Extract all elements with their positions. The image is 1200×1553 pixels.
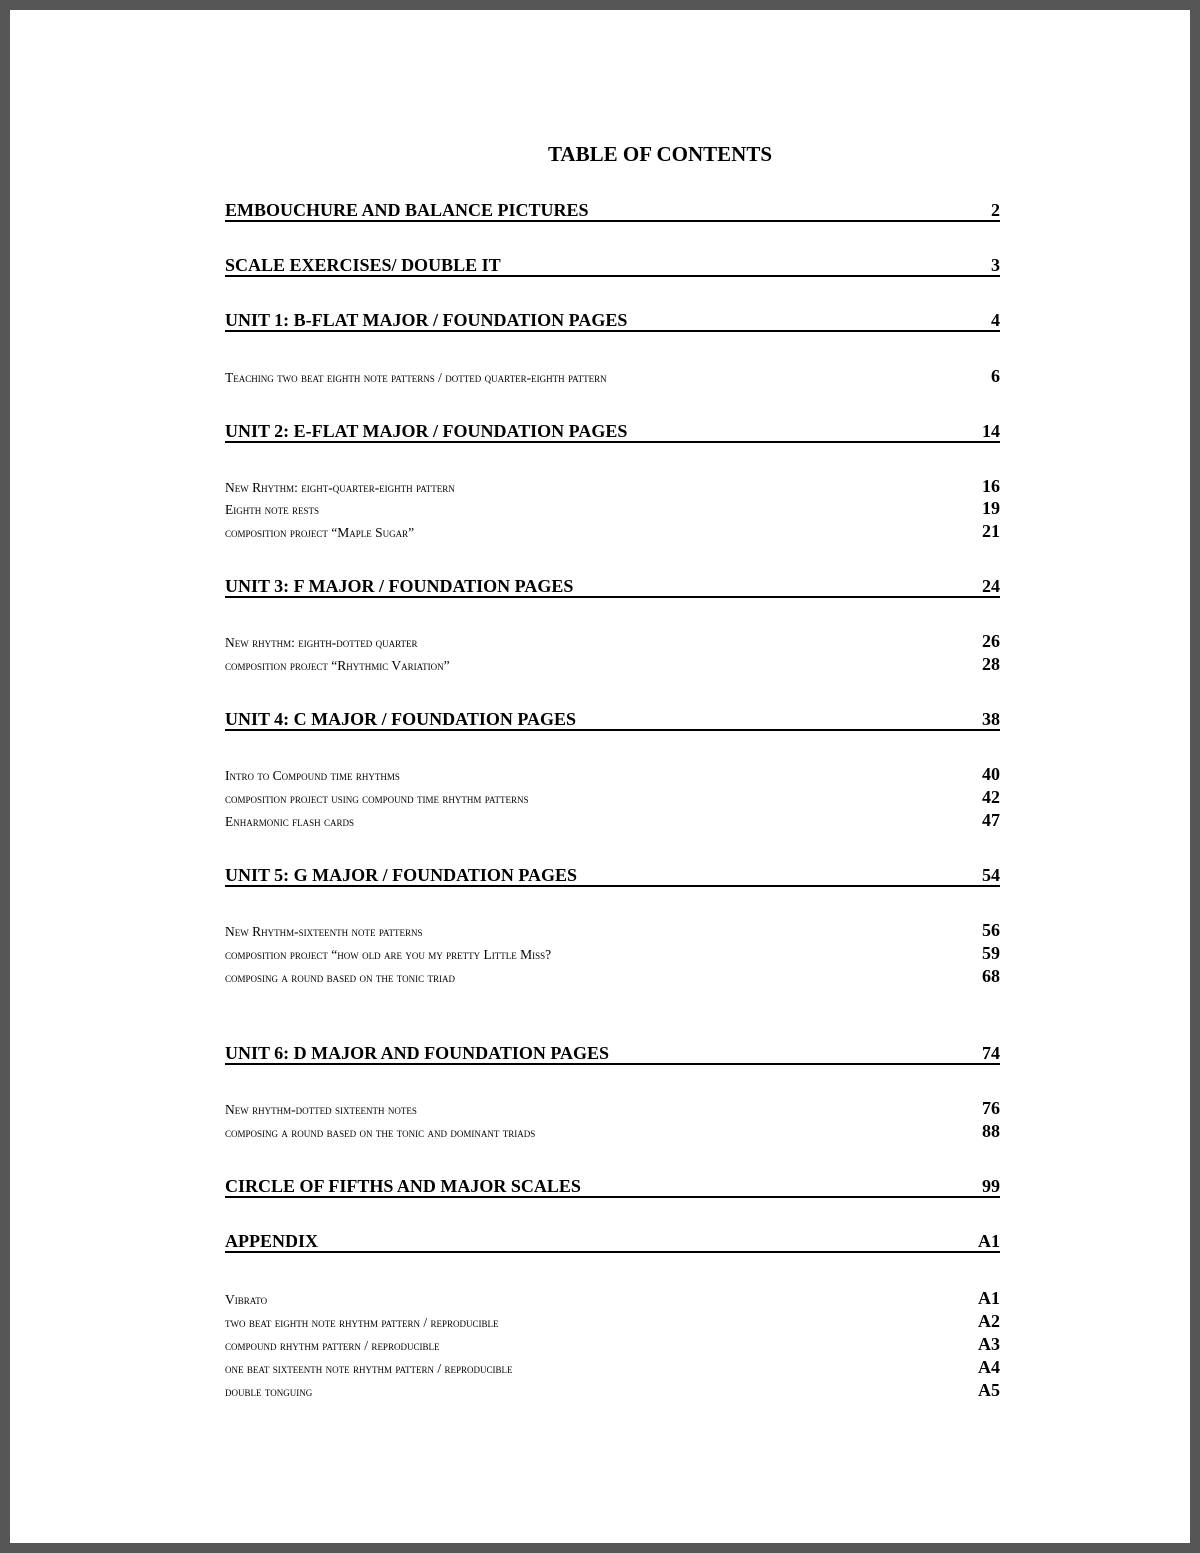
page-title: TABLE OF CONTENTS xyxy=(547,142,773,166)
toc-entry-label: CIRCLE OF FIFTHS AND MAJOR SCALES xyxy=(225,1176,581,1196)
toc-section-entry xyxy=(225,310,1000,332)
toc-entry-label: composition project using compound time rhythm patterns xyxy=(225,791,529,806)
toc-entry-label: APPENDIX xyxy=(225,1231,318,1251)
toc-page-number: 21 xyxy=(982,521,1000,541)
toc-entry-label: composition project “how old are you my pretty Little Miss? xyxy=(225,947,552,962)
toc-page-number: 74 xyxy=(982,1043,1000,1063)
toc-entry-label: New Rhythm: eight-quarter-eighth pattern xyxy=(225,480,455,495)
toc-entry-label: two beat eighth note rhythm pattern / reproducible xyxy=(225,1315,499,1330)
toc-subentry xyxy=(225,810,1000,830)
toc-page-number: 38 xyxy=(982,709,1000,729)
toc-section-entry xyxy=(225,255,1000,277)
toc-entry-label: Enharmonic flash cards xyxy=(225,814,355,829)
toc-page-number: 16 xyxy=(982,476,1000,496)
toc-page-number: 47 xyxy=(982,810,1000,830)
toc-section-entry xyxy=(225,865,1000,887)
toc-subentry xyxy=(225,1098,1000,1118)
toc-section-entry xyxy=(225,421,1000,443)
toc-entry-label: Eighth note rests xyxy=(225,502,319,517)
toc-page-number: 2 xyxy=(991,200,1000,220)
toc-entry-label: composing a round based on the tonic and dominant triads xyxy=(225,1125,536,1140)
toc-page-number: A2 xyxy=(978,1311,1000,1331)
toc-page-number: 14 xyxy=(982,421,1000,441)
toc-page-number: 19 xyxy=(982,498,1000,518)
toc-entry-label: one beat sixteenth note rhythm pattern / reproducible xyxy=(225,1361,513,1376)
toc-page-number: 4 xyxy=(991,310,1000,330)
toc-entry-label: UNIT 3: F MAJOR / FOUNDATION PAGES xyxy=(225,576,574,596)
toc-entry-label: New rhythm-dotted sixteenth notes xyxy=(225,1102,417,1117)
toc-subentry xyxy=(225,943,1000,963)
toc-subentry xyxy=(225,366,1000,386)
toc-section-entry xyxy=(225,576,1000,598)
toc-page-number: 88 xyxy=(982,1121,1000,1141)
toc-subentry xyxy=(225,1334,1000,1354)
toc-entry-label: double tonguing xyxy=(225,1384,313,1399)
toc-section-entry xyxy=(225,709,1000,731)
toc-entry-label: EMBOUCHURE AND BALANCE PICTURES xyxy=(225,200,589,220)
toc-page-number: 59 xyxy=(982,943,1000,963)
toc-page-number: 26 xyxy=(982,631,1000,651)
toc-page-number: 6 xyxy=(991,366,1000,386)
toc-entry-label: UNIT 4: C MAJOR / FOUNDATION PAGES xyxy=(225,709,577,729)
toc-subentry xyxy=(225,966,1000,986)
toc-page-number: A1 xyxy=(978,1231,1000,1251)
toc-page-number: A1 xyxy=(978,1288,1000,1308)
toc-entry-label: UNIT 5: G MAJOR / FOUNDATION PAGES xyxy=(225,865,578,885)
toc-page-number: 99 xyxy=(982,1176,1000,1196)
toc-subentry xyxy=(225,1311,1000,1331)
toc-page-number: A3 xyxy=(978,1334,1000,1354)
toc-subentry xyxy=(225,1357,1000,1377)
toc-subentry xyxy=(225,1288,1000,1308)
toc-page-number: 56 xyxy=(982,920,1000,940)
toc-section-entry xyxy=(225,1176,1000,1198)
toc-subentry xyxy=(225,764,1000,784)
toc-subentry xyxy=(225,631,1000,651)
toc-section-entry xyxy=(225,1043,1000,1065)
toc-page-number: 42 xyxy=(982,787,1000,807)
toc-page-number: A5 xyxy=(978,1380,1000,1400)
toc-page-number: 76 xyxy=(982,1098,1000,1118)
toc-entry-label: Teaching two beat eighth note patterns / dotted quarter-eighth pattern xyxy=(225,370,607,385)
toc-entry-label: composition project “Maple Sugar” xyxy=(225,525,415,540)
toc-entry-label: composing a round based on the tonic triad xyxy=(225,970,455,985)
toc-subentry xyxy=(225,498,1000,518)
toc-entry-label: SCALE EXERCISES/ DOUBLE IT xyxy=(225,255,501,275)
toc-entry-label: New rhythm: eighth-dotted quarter xyxy=(225,635,418,650)
toc-entry-label: UNIT 6: D MAJOR AND FOUNDATION PAGES xyxy=(225,1043,610,1063)
toc-section-entry xyxy=(225,200,1000,222)
toc-entry-label: New Rhythm-sixteenth note patterns xyxy=(225,924,423,939)
toc-page-number: 54 xyxy=(982,865,1000,885)
toc-entry-label: UNIT 2: E-FLAT MAJOR / FOUNDATION PAGES xyxy=(225,421,628,441)
toc-subentry xyxy=(225,521,1000,541)
toc-subentry xyxy=(225,654,1000,674)
toc-subentry xyxy=(225,476,1000,496)
toc-page-number: A4 xyxy=(978,1357,1000,1377)
toc-subentry xyxy=(225,1380,1000,1400)
toc-entry-label: compound rhythm pattern / reproducible xyxy=(225,1338,440,1353)
toc-entry-label: composition project “Rhythmic Variation” xyxy=(225,658,450,673)
toc-subentry xyxy=(225,787,1000,807)
toc-entry-label: Vibrato xyxy=(225,1292,268,1307)
toc-page-number: 28 xyxy=(982,654,1000,674)
toc-section-entry xyxy=(225,1231,1000,1253)
toc-entry-label: Intro to Compound time rhythms xyxy=(225,768,400,783)
toc-page-number: 40 xyxy=(982,764,1000,784)
toc-page-number: 68 xyxy=(982,966,1000,986)
toc-entry-label: UNIT 1: B-FLAT MAJOR / FOUNDATION PAGES xyxy=(225,310,628,330)
toc-subentry xyxy=(225,920,1000,940)
toc-page-number: 24 xyxy=(982,576,1000,596)
toc-subentry xyxy=(225,1121,1000,1141)
toc-page-number: 3 xyxy=(991,255,1000,275)
